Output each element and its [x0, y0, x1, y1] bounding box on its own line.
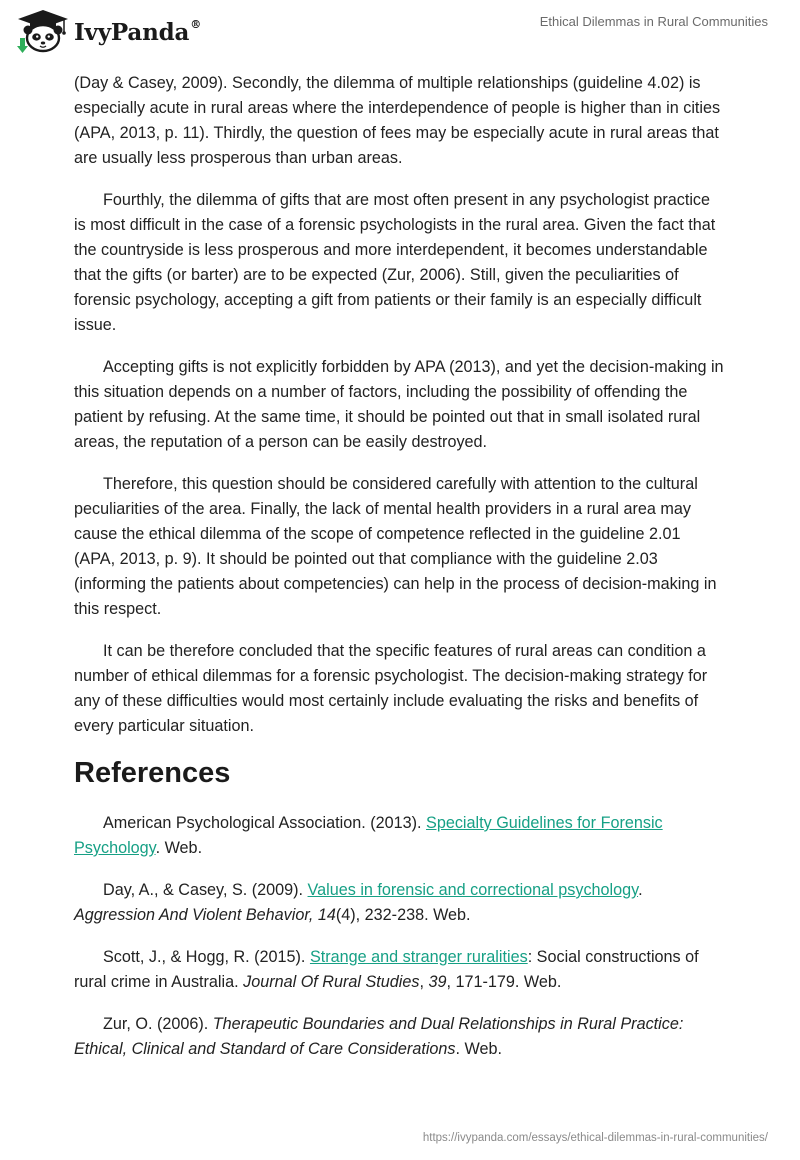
reference-journal: Aggression And Violent Behavior, 14: [74, 906, 336, 924]
paragraph: Accepting gifts is not explicitly forbidden by APA (2013), and yet the decision-making in this situation depends on a number of factors, including the possibility of offending the patient by refusing. At the same time, it should be pointed out that in small isolated rural areas, the reputation of a person can be easily destroyed.: [74, 358, 724, 451]
paragraph: Fourthly, the dilemma of gifts that are most often present in any psychologist practice is most difficult in the case of a forensic psychologists in the rural area. Given the fact that the countryside is less prosperous and more interdependent, it becomes understandable that the gifts (or barter) are to be expected (Zur, 2006). Still, given the peculiarities of forensic psychology, accepting a gift from patients or their family is an especially difficult issue.: [74, 191, 716, 334]
reference-text: Scott, J., & Hogg, R. (2015).: [103, 948, 310, 966]
footer-url[interactable]: https://ivypanda.com/essays/ethical-dilemmas-in-rural-communities/: [422, 1132, 768, 1144]
panda-graduate-icon: [16, 8, 70, 54]
reference-journal: Journal Of Rural Studies: [243, 973, 420, 991]
paragraph: It can be therefore concluded that the specific features of rural areas can condition a number of ethical dilemmas for a forensic psychologist. The decision-making strategy for any of these difficulties would most certainly include evaluating the risks and benefits of every particular situation.: [74, 642, 708, 735]
page-header: [0, 0, 800, 60]
reference-link[interactable]: Specialty Guidelines for Forensic Psychology: [74, 814, 663, 857]
paragraph: (Day & Casey, 2009). Secondly, the dilemma of multiple relationships (guideline 4.02) is especially acute in rural areas where the interdependence of people is higher than in cities (APA, 2013, p. 11). Thirdly, the question of fees may be especially acute in rural areas that are usually less prosperous than urban areas.: [74, 74, 721, 167]
running-title: Ethical Dilemmas in Rural Communities: [539, 14, 768, 29]
reference-text: Zur, O. (2006).: [103, 1015, 213, 1033]
reference-title: Therapeutic Boundaries and Dual Relationships in Rural Practice: Ethical, Clinical and Standard of Care Considerations: [74, 1015, 684, 1058]
reference-link[interactable]: Strange and stranger ruralities: [309, 948, 528, 966]
brand-name-text: IvyPanda: [74, 18, 190, 46]
reference-item: [74, 945, 726, 995]
reference-text: . Web.: [155, 839, 203, 857]
reference-text: (4), 232-238. Web.: [335, 906, 471, 924]
brand-name: [74, 19, 201, 46]
reference-text: American Psychological Association. (2013).: [103, 814, 427, 832]
essay-body: [74, 71, 726, 1079]
reference-text: : Social constructions of rural crime in Australia.: [74, 948, 699, 991]
reference-text: .: [638, 881, 643, 899]
reference-item: [74, 1012, 726, 1062]
references-heading: References: [74, 757, 231, 789]
reference-text: Day, A., & Casey, S. (2009).: [103, 881, 308, 899]
reference-item: [74, 811, 726, 861]
registered-mark: ®: [190, 17, 201, 31]
reference-item: [74, 878, 726, 928]
reference-text: . Web.: [455, 1040, 502, 1058]
paragraph: Therefore, this question should be considered carefully with attention to the cultural peculiarities of the area. Finally, the lack of mental health providers in a rural area may cause the ethical dilemma of the scope of competence reflected in the guideline 2.01 (APA, 2013, p. 9). It should be pointed out that compliance with the guideline 2.03 (informing the patients about competencies) can help in the process of decision-making in this respect.: [74, 475, 717, 618]
ivypanda-logo[interactable]: [16, 8, 201, 54]
reference-text: , 39, 171-179. Web.: [419, 973, 562, 991]
reference-link[interactable]: Values in forensic and correctional psychology: [307, 881, 639, 899]
